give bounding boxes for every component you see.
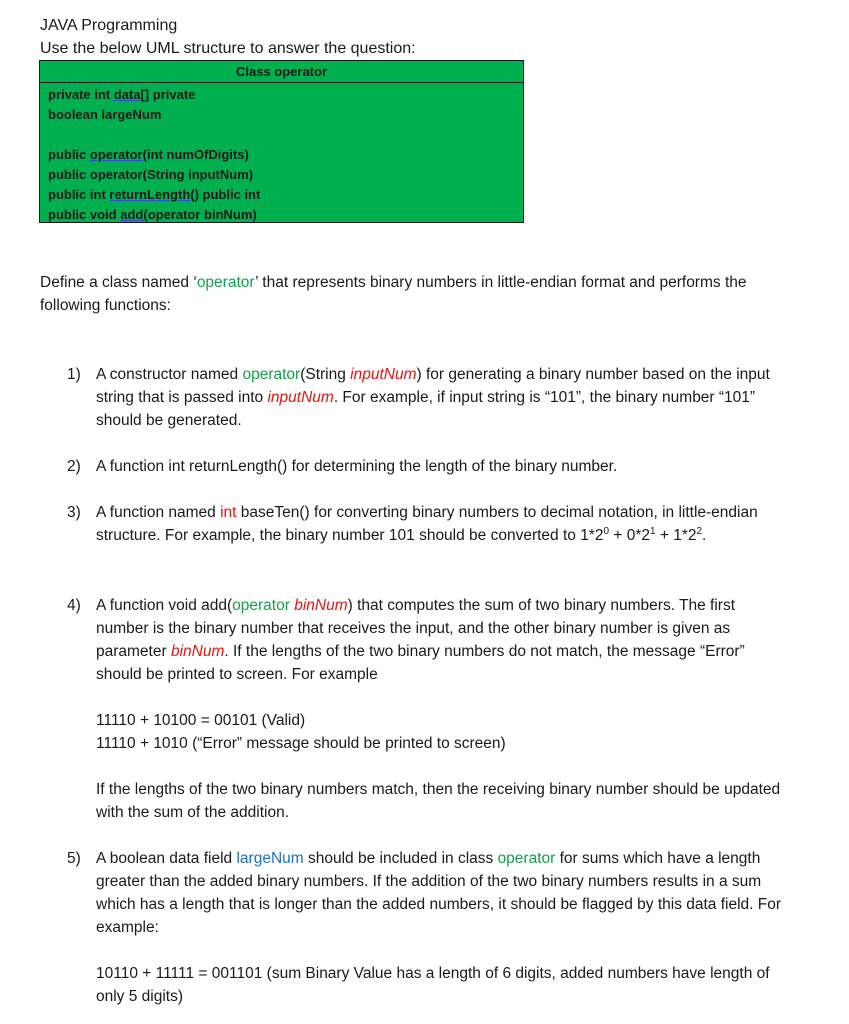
- superscript: 1: [649, 526, 656, 537]
- uml-text: public void: [48, 207, 121, 222]
- match-note: If the lengths of the two binary numbers match, then the receiving binary number should be updated with the sum of the addition.: [96, 781, 781, 821]
- class-name-highlight: operator: [242, 366, 301, 383]
- intro-text: ’ that represents binary numbers in little-endian format and performs the following functions:: [40, 274, 747, 314]
- intro-text: Define a class named ‘: [40, 274, 197, 291]
- uml-method-line: [48, 145, 523, 165]
- instruction-text: Use the below UML structure to answer the question:: [40, 40, 416, 57]
- text-run: A boolean data field: [96, 850, 237, 867]
- document-title: JAVA Programming: [40, 17, 178, 34]
- list-number: 4): [67, 597, 81, 614]
- text-run: baseTen() for converting binary numbers to decimal notation, in little-endian structure. For example, the binary number 101 should be converted to 1*2: [96, 504, 758, 544]
- text-run: ) for generating a binary number based on the input string that is passed into: [96, 366, 770, 406]
- uml-underlined: operator(: [89, 147, 147, 162]
- text-run: . For example, if input string is “101”, the binary number “101” should be generated.: [96, 389, 756, 429]
- text-run: A function named: [96, 504, 221, 521]
- example-large-sum: 10110 + 11111 = 001101 (sum Binary Value has a length of 6 digits, added numbers have length of only 5 digits): [96, 965, 770, 1005]
- text-run: . If the lengths of the two binary numbers do not match, the message “Error” should be printed to screen. For example: [96, 643, 745, 683]
- uml-method-line: public operator(String inputNum): [48, 167, 254, 182]
- class-name-highlight: operator: [497, 850, 556, 867]
- list-item-2: [67, 455, 787, 478]
- uml-underlined: add(: [120, 207, 148, 222]
- param-highlight: binNum: [170, 643, 225, 660]
- uml-text: operator binNum): [147, 207, 257, 222]
- uml-text: int numOfDigits): [146, 147, 249, 162]
- superscript: 2: [696, 526, 703, 537]
- list-item-text: A function int returnLength() for determining the length of the binary number.: [96, 458, 618, 475]
- field-highlight: largeNum: [236, 850, 304, 867]
- uml-field-line: [48, 85, 523, 105]
- uml-text: private int: [48, 87, 114, 102]
- uml-underlined: returnLength(: [109, 187, 195, 202]
- list-number: 2): [67, 458, 81, 475]
- param-highlight: binNum: [294, 597, 348, 614]
- list-item-text: [96, 363, 787, 432]
- list-item-4: [67, 594, 787, 686]
- list-item-text: [96, 501, 787, 547]
- text-run: A constructor named: [96, 366, 243, 383]
- text-run: (String: [300, 366, 351, 383]
- text-run: .: [702, 527, 707, 544]
- text-run: A function void add(: [96, 597, 233, 614]
- uml-divider-space: [48, 125, 523, 145]
- uml-class-box: [39, 60, 524, 223]
- param-highlight: inputNum: [350, 366, 417, 383]
- list-item-3: [67, 501, 787, 547]
- uml-method-line: [48, 205, 523, 225]
- list-item-1: [67, 363, 787, 432]
- uml-text: ) public int: [194, 187, 261, 202]
- text-run: should be included in class: [303, 850, 498, 867]
- list-item-text: [96, 847, 787, 939]
- example-valid: 11110 + 10100 = 00101 (Valid): [96, 712, 306, 729]
- list-item-5: [67, 847, 787, 939]
- uml-class-title: Class operator: [40, 61, 523, 83]
- list-number: 1): [67, 366, 81, 383]
- text-run: + 0*2: [609, 527, 650, 544]
- list-number: 5): [67, 850, 81, 867]
- param-highlight: inputNum: [267, 389, 334, 406]
- intro-paragraph: [40, 272, 800, 317]
- uml-text: private: [149, 87, 196, 102]
- class-name-highlight: operator: [196, 274, 256, 291]
- uml-text: public: [48, 147, 90, 162]
- list-number: 3): [67, 504, 81, 521]
- list-item-text: [96, 594, 787, 686]
- class-name-highlight: operator: [232, 597, 290, 614]
- uml-members: [40, 83, 523, 225]
- uml-text: public int: [48, 187, 110, 202]
- uml-method-line: [48, 185, 523, 205]
- superscript: 0: [603, 526, 610, 537]
- example-error: 11110 + 1010 (“Error” message should be printed to screen): [96, 735, 506, 752]
- type-highlight: int: [220, 504, 237, 521]
- text-run: ) that computes the sum of two binary numbers. The first number is the binary number that receives the input, and the other binary number is given as parameter: [96, 597, 736, 660]
- text-run: for sums which have a length greater than the added binary numbers. If the addition of the two binary numbers results in a sum which has a length that is longer than the added numbers, it should be flagged by this data field. For example:: [96, 850, 782, 936]
- uml-underlined: data[]: [113, 87, 150, 102]
- uml-field-line: boolean largeNum: [48, 107, 162, 122]
- text-run: + 1*2: [655, 527, 697, 544]
